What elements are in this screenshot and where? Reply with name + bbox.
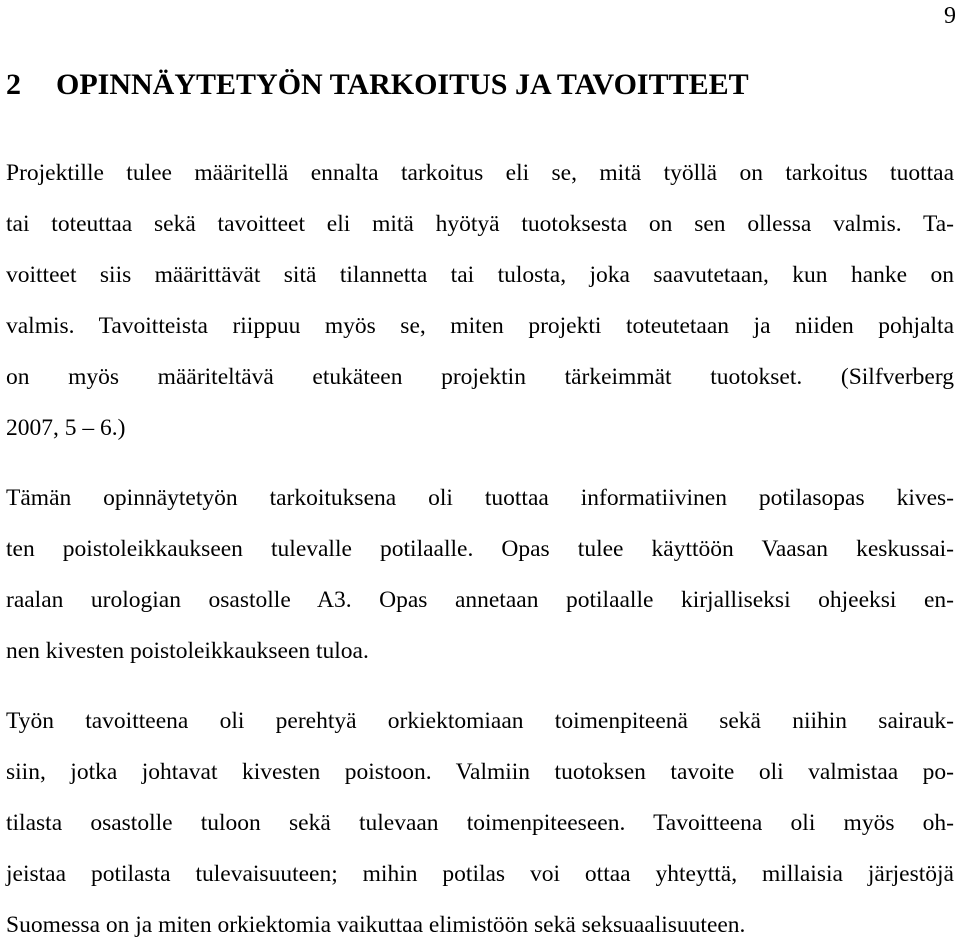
chapter-heading [6, 66, 749, 104]
paragraph-line: raalan urologian osastolle A3. Opas annetaan potilaalle kirjalliseksi ohjeeksi en- [6, 587, 954, 613]
paragraph-thesis-goals [6, 696, 954, 951]
paragraph-line: Projektille tulee määritellä ennalta tarkoitus eli se, mitä työllä on tarkoitus tuottaa [6, 160, 954, 186]
paragraph-line: Työn tavoitteena oli perehtyä orkiektomiaan toimenpiteenä sekä niihin sairauk- [6, 708, 954, 734]
paragraph-line: ten poistoleikkaukseen tulevalle potilaalle. Opas tulee käyttöön Vaasan keskussai- [6, 536, 954, 562]
paragraph-line: Tämän opinnäytetyön tarkoituksena oli tuottaa informatiivinen potilasopas kives- [6, 485, 954, 511]
paragraph-thesis-purpose [6, 473, 954, 677]
paragraph-purpose-definition [6, 148, 954, 454]
paragraph-line: Suomessa on ja miten orkiektomia vaikuttaa elimistöön sekä seksuaalisuuteen. [6, 912, 746, 938]
paragraph-line: tai toteuttaa sekä tavoitteet eli mitä hyötyä tuotoksesta on sen ollessa valmis. Ta- [6, 211, 954, 237]
page-number: 9 [944, 3, 956, 29]
chapter-number: 2 [6, 68, 21, 101]
paragraph-line: on myös määriteltävä etukäteen projektin tärkeimmät tuotokset. (Silfverberg [6, 364, 954, 390]
paragraph-line: voitteet siis määrittävät sitä tilannetta tai tulosta, joka saavutetaan, kun hanke on [6, 262, 954, 288]
paragraph-line: valmis. Tavoitteista riippuu myös se, miten projekti toteutetaan ja niiden pohjalta [6, 313, 954, 339]
paragraph-line: 2007, 5 – 6.) [6, 415, 126, 441]
paragraph-line: nen kivesten poistoleikkaukseen tuloa. [6, 638, 369, 664]
paragraph-line: tilasta osastolle tuloon sekä tulevaan toimenpiteeseen. Tavoitteena oli myös oh- [6, 810, 954, 836]
paragraph-line: siin, jotka johtavat kivesten poistoon. Valmiin tuotoksen tavoite oli valmistaa po- [6, 759, 954, 785]
paragraph-line: jeistaa potilasta tulevaisuuteen; mihin potilas voi ottaa yhteyttä, millaisia järjestöjä [6, 861, 954, 887]
chapter-title: OPINNÄYTETYÖN TARKOITUS JA TAVOITTEET [56, 68, 749, 101]
